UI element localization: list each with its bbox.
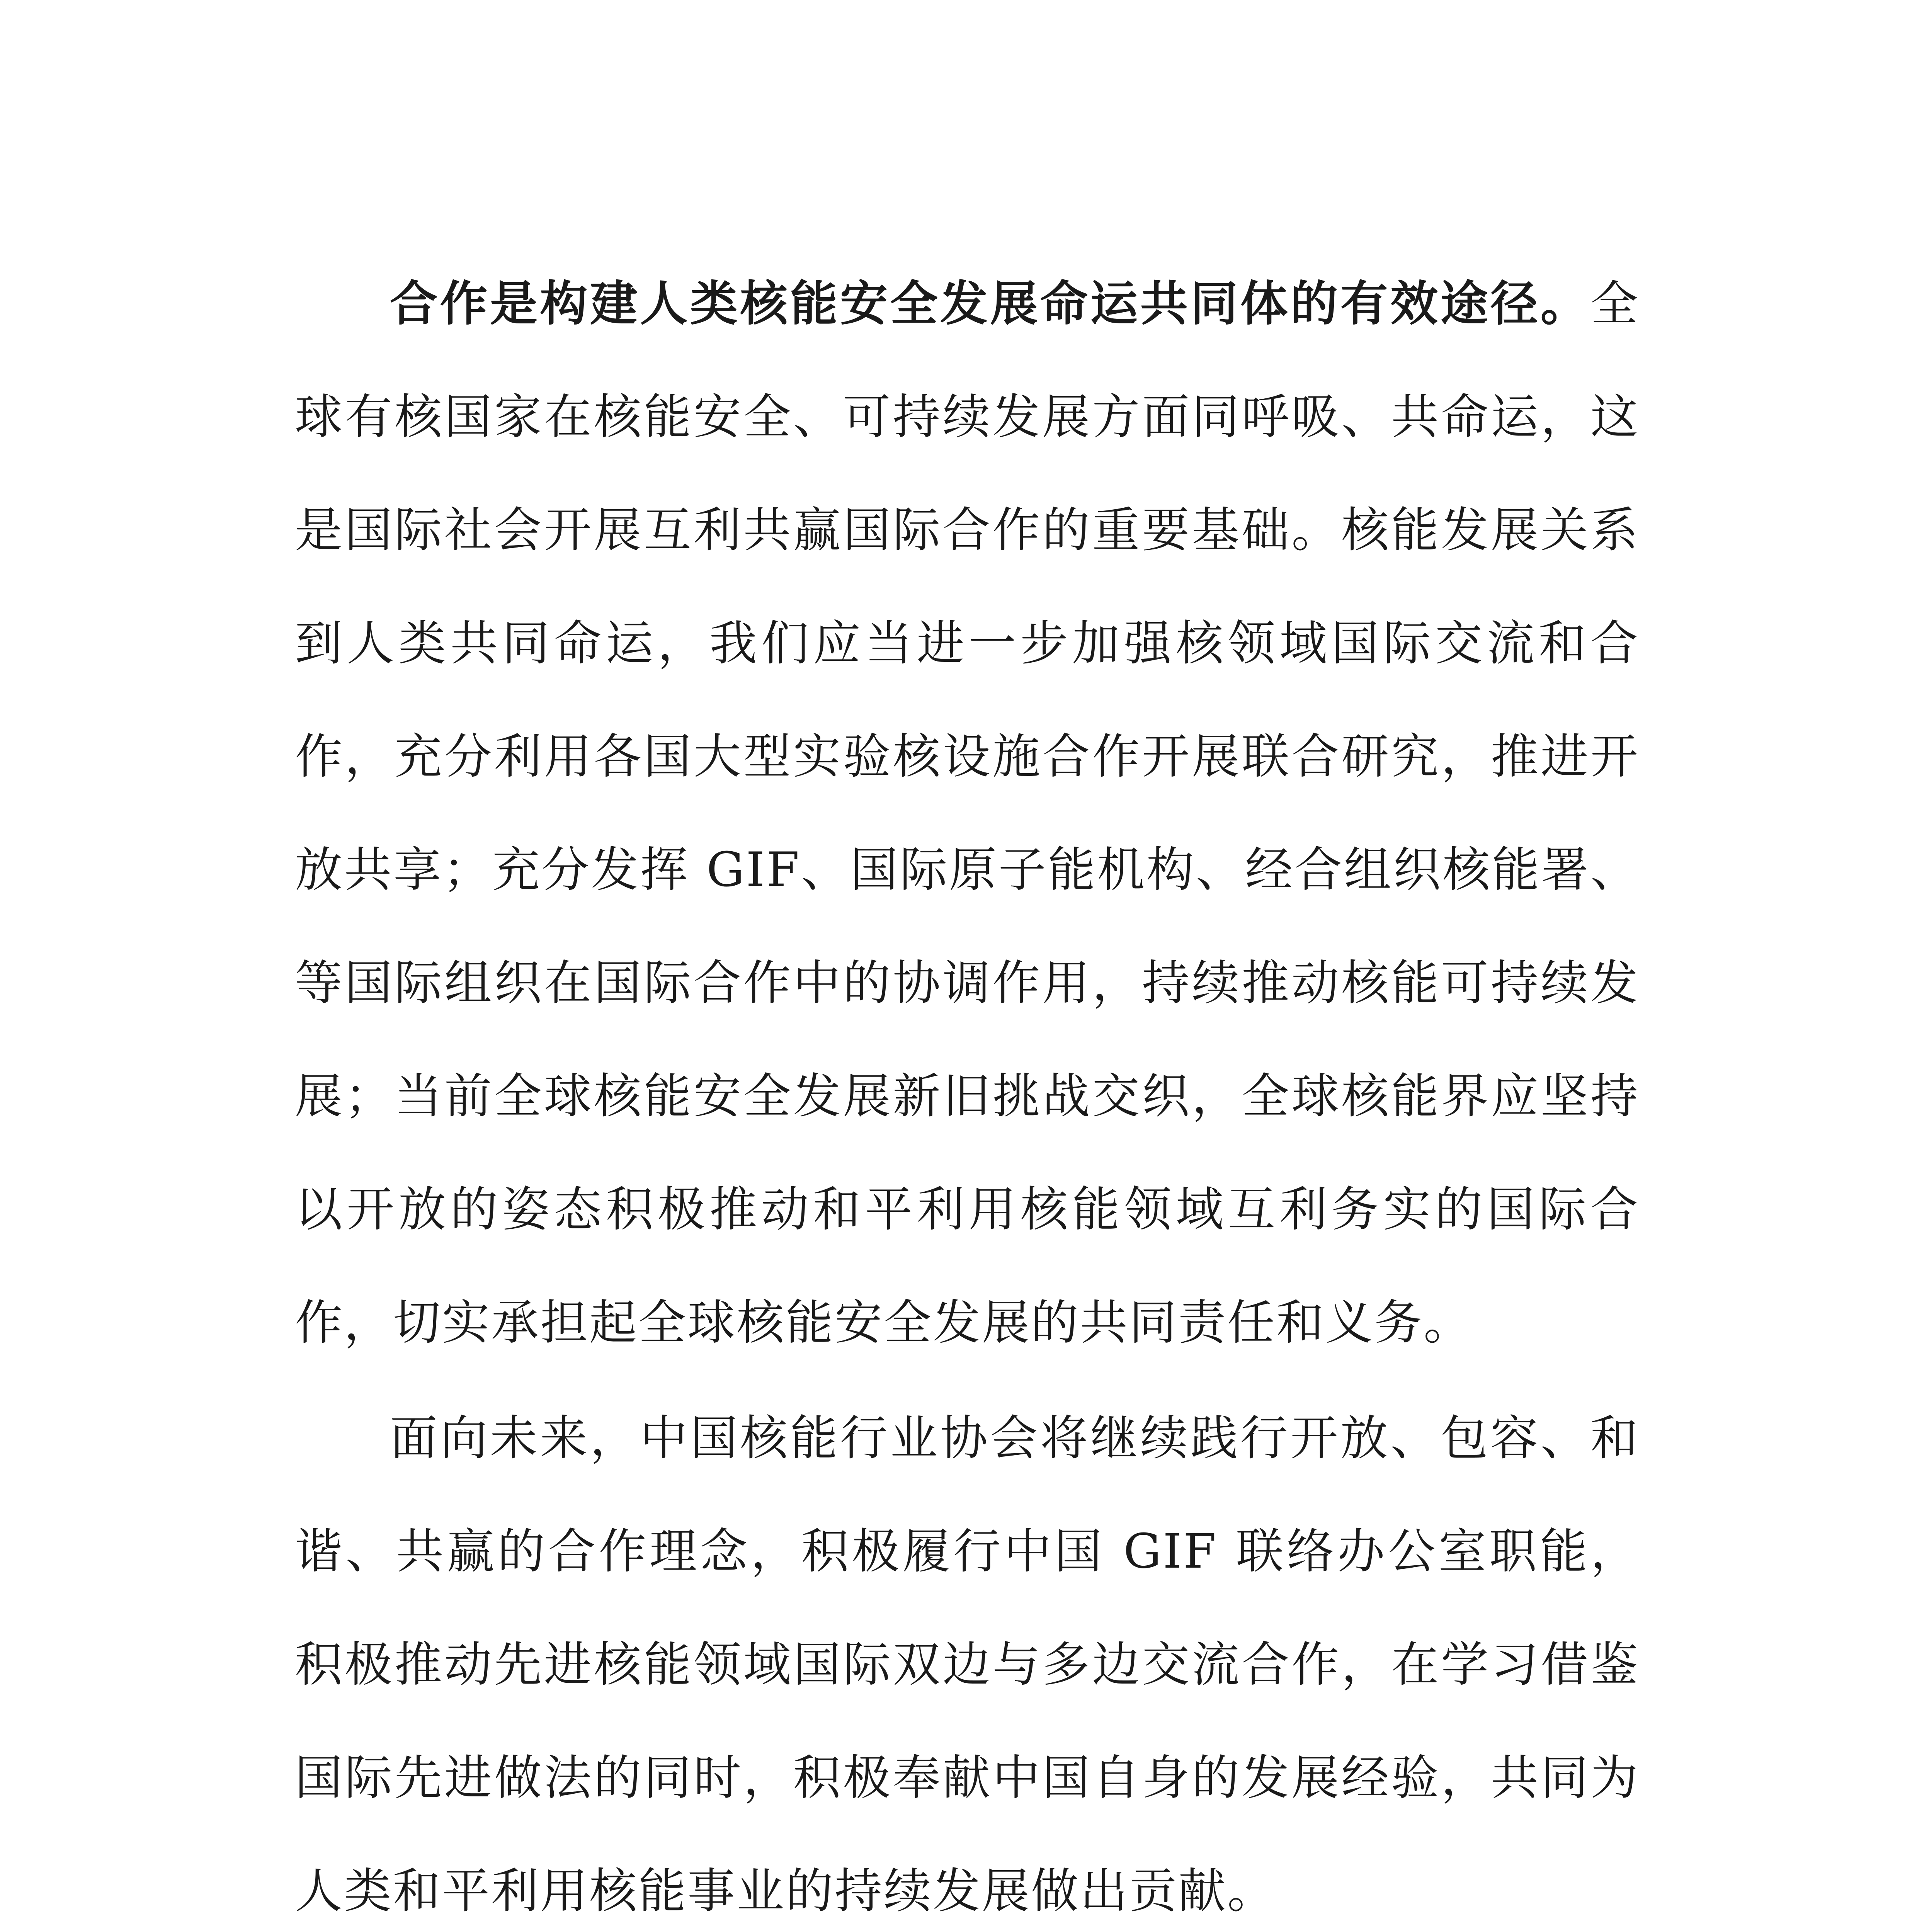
document-body bbox=[295, 247, 1640, 1932]
paragraph-cooperation bbox=[295, 247, 1640, 1379]
paragraph-body-text: 全球有核国家在核能安全、可持续发展方面同呼吸、共命运，这是国际社会开展互利共赢国际合作的重要基础。核能发展关系到人类共同命运，我们应当进一步加强核领域国际交流和合作，充分利用各国大型实验核设施合作开展联合研究，推进开放共享；充分发挥 GIF、国际原子能机构、经合组织核能署、等国际组织在国际合作中的协调作用，持续推动核能可持续发展；当前全球核能安全发展新旧挑战交织，全球核能界应坚持以开放的姿态积极推动和平利用核能领域互利务实的国际合作，切实承担起全球核能安全发展的共同责任和义务。 bbox=[295, 276, 1640, 1350]
paragraph-future-outlook: 面向未来，中国核能行业协会将继续践行开放、包容、和谐、共赢的合作理念，积极履行中国 GIF 联络办公室职能，积极推动先进核能领域国际双边与多边交流合作，在学习借鉴国际先进做法的同时，积极奉献中国自身的发展经验，共同为人类和平利用核能事业的持续发展做出贡献。 bbox=[295, 1411, 1640, 1919]
paragraph-lead-heading: 合作是构建人类核能安全发展命运共同体的有效途径。 bbox=[390, 276, 1590, 332]
